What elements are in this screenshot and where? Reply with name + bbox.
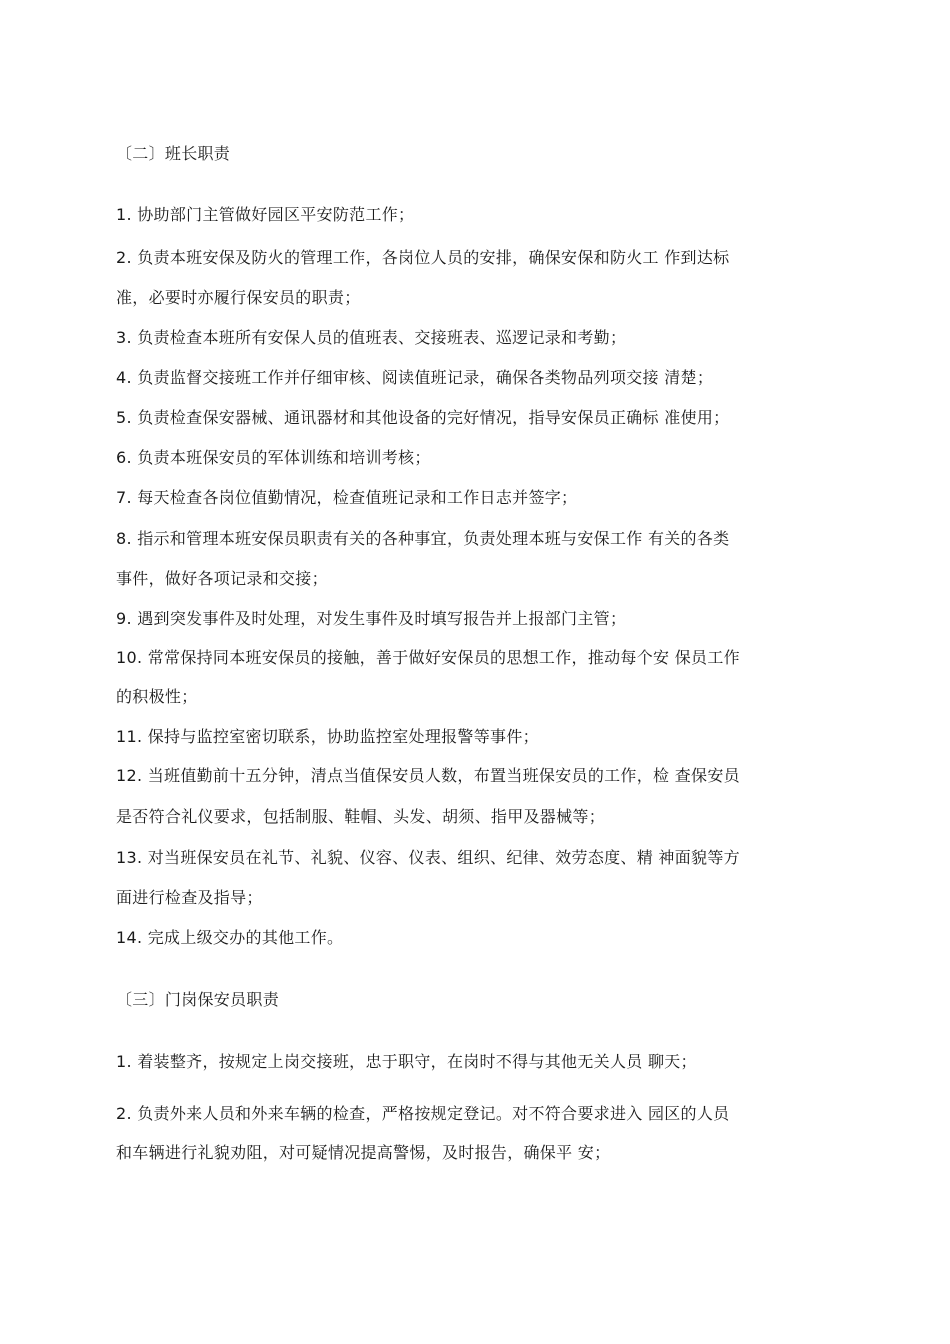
duty-line: 12. 当班值勤前十五分钟，清点当值保安员人数，布置当班保安员的工作，检 查保安员 (116, 766, 740, 785)
duty-line: 面进行检查及指导； (116, 888, 263, 907)
section-heading-team-leader: 〔二〕班长职责 (116, 144, 231, 163)
duty-line: 2. 负责本班安保及防火的管理工作，各岗位人员的安排，确保安保和防火工 作到达标 (116, 248, 730, 267)
duty-line: 10. 常常保持同本班安保员的接触，善于做好安保员的思想工作，推动每个安 保员工作 (116, 648, 740, 667)
duty-line: 准，必要时亦履行保安员的职责； (116, 288, 361, 307)
duty-line: 14. 完成上级交办的其他工作。 (116, 928, 344, 947)
duty-line: 6. 负责本班保安员的军体训练和培训考核； (116, 448, 431, 467)
duty-line: 11. 保持与监控室密切联系，协助监控室处理报警等事件； (116, 727, 539, 746)
duty-line: 7. 每天检查各岗位值勤情况，检查值班记录和工作日志并签字； (116, 488, 578, 507)
duty-line: 3. 负责检查本班所有安保人员的值班表、交接班表、巡逻记录和考勤； (116, 328, 627, 347)
duty-line: 8. 指示和管理本班安保员职责有关的各种事宜，负责处理本班与安保工作 有关的各类 (116, 529, 730, 548)
duty-line: 是否符合礼仪要求，包括制服、鞋帽、头发、胡须、指甲及器械等； (116, 807, 606, 826)
duty-line: 1. 着装整齐，按规定上岗交接班，忠于职守，在岗时不得与其他无关人员 聊天； (116, 1052, 697, 1071)
duty-line: 13. 对当班保安员在礼节、礼貌、仪容、仪表、组织、纪律、效劳态度、精 神面貌等方 (116, 848, 740, 867)
duty-line: 9. 遇到突发事件及时处理，对发生事件及时填写报告并上报部门主管； (116, 609, 627, 628)
duty-line: 4. 负责监督交接班工作并仔细审核、阅读值班记录，确保各类物品列项交接 清楚； (116, 368, 714, 387)
duty-line: 和车辆进行礼貌劝阻，对可疑情况提高警惕，及时报告，确保平 安； (116, 1143, 611, 1162)
section-heading-gate-guard: 〔三〕门岗保安员职责 (116, 990, 280, 1009)
duty-line: 5. 负责检查保安器械、通讯器材和其他设备的完好情况，指导安保员正确标 准使用； (116, 408, 730, 427)
duty-line: 2. 负责外来人员和外来车辆的检查，严格按规定登记。对不符合要求进入 园区的人员 (116, 1104, 730, 1123)
duty-line: 1. 协助部门主管做好园区平安防范工作； (116, 205, 415, 224)
duty-line: 事件，做好各项记录和交接； (116, 569, 328, 588)
duty-line: 的积极性； (116, 687, 198, 706)
